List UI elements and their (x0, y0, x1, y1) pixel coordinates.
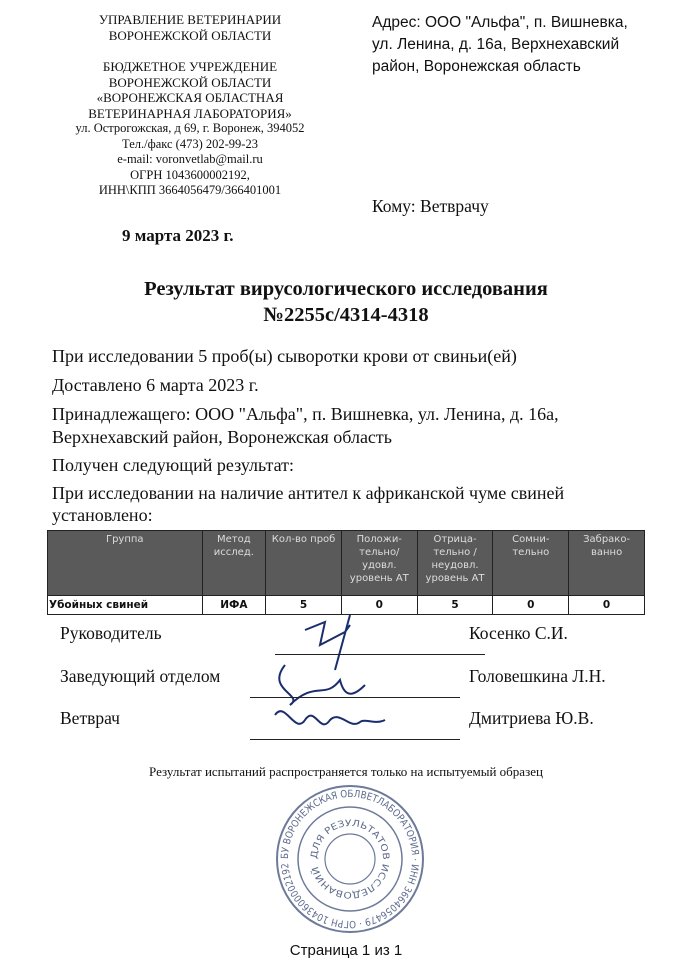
signature-1 (305, 615, 350, 670)
handwritten-signatures (245, 610, 475, 750)
body-line: установлено: (52, 505, 153, 525)
org-line: ВЕТЕРИНАРНАЯ ЛАБОРАТОРИЯ» (88, 105, 292, 121)
page-number: Страница 1 из 1 (289, 942, 403, 959)
body-line: Доставлено 6 марта 2023 г. (52, 375, 259, 395)
svg-text:БУ ВОРОНЕЖСКАЯ ОБЛВЕТЛАБОРАТОР (280, 789, 420, 929)
table-header-row (48, 531, 645, 596)
contact-line: ОГРН 1043600002192, (130, 167, 250, 182)
col-header: Положи-тельно/ удовл. уровень АТ (341, 531, 417, 596)
contact-line: ИНН\КПП 3664056479/366401001 (98, 183, 282, 197)
contact-line: e-mail: voronvetlab@mail.ru (117, 152, 263, 166)
cell-negative: 5 (417, 596, 493, 615)
stamp-seal (275, 784, 425, 934)
signature-role: Заведующий отделом (60, 666, 221, 686)
cell-positive: 0 (341, 596, 417, 615)
cell-count: 5 (266, 596, 342, 615)
signature-role: Руководитель (60, 623, 162, 643)
body-line: При исследовании на наличие антител к африканской чуме свиней (52, 483, 565, 503)
body-line: Принадлежащего: ООО "Альфа", п. Вишневка, ул. Ленина, д. 16а, (52, 404, 559, 424)
signature-name: Дмитриева Ю.В. (469, 708, 594, 728)
body-line: Верхнехавский район, Воронежская область (52, 427, 392, 447)
document-date: 9 марта 2023 г. (122, 226, 234, 245)
signature-3 (275, 711, 385, 724)
signature-line (275, 654, 485, 655)
signature-name: Головешкина Л.Н. (469, 666, 606, 686)
authority-line: УПРАВЛЕНИЕ ВЕТЕРИНАРИИ (98, 12, 282, 27)
validity-note: Результат испытаний распространяется только на испытуемый образец (149, 764, 543, 779)
results-table (47, 530, 645, 615)
signature-line (250, 697, 460, 698)
document-number: №2255с/4314-4318 (263, 304, 429, 326)
stamp-outer-text: БУ ВОРОНЕЖСКАЯ ОБЛВЕТЛАБОРАТОРИЯ · ИНН 3664056479 · ОГРН 1043600002192 (279, 788, 421, 930)
org-line: БЮДЖЕТНОЕ УЧРЕЖДЕНИЕ (102, 59, 278, 74)
cell-group: Убойных свиней (48, 596, 203, 615)
cell-method: ИФА (202, 596, 266, 615)
svg-text:ДЛЯ РЕЗУЛЬТАТОВ ИССЛЕДОВАНИЙ (309, 819, 390, 899)
address-line: ул. Ленина, д. 16а, Верхнехавский (372, 36, 620, 53)
address-line: Адрес: ООО "Альфа", п. Вишневка, (372, 14, 628, 31)
contact-line: Тел./факс (473) 202-99-23 (122, 136, 258, 151)
signature-name: Косенко С.И. (469, 623, 568, 643)
cell-doubtful: 0 (493, 596, 569, 615)
body-line: При исследовании 5 проб(ы) сыворотки крови от свиньи(ей) (52, 346, 517, 366)
signature-line (250, 739, 460, 740)
col-header: Отрица-тельно / неудовл. уровень АТ (417, 531, 493, 596)
col-header: Сомни-тельно (493, 531, 569, 596)
col-header: Забрако-ванно (569, 531, 645, 596)
org-line: «ВОРОНЕЖСКАЯ ОБЛАСТНАЯ (96, 90, 284, 105)
org-line: ВОРОНЕЖСКОЙ ОБЛАСТИ (108, 74, 272, 90)
title-line: Результат вирусологического исследования (144, 278, 548, 300)
stamp-inner-text: ДЛЯ РЕЗУЛЬТАТОВ ИССЛЕДОВАНИЙ (309, 818, 391, 900)
signature-2 (279, 665, 365, 705)
col-header: Кол-во проб (266, 531, 342, 596)
col-header: Группа (48, 531, 203, 596)
contact-line: ул. Острогожская, д 69, г. Воронеж, 394052 (75, 121, 305, 135)
body-line: Получен следующий результат: (52, 455, 295, 475)
organization-header (40, 12, 340, 199)
recipient-address (372, 12, 672, 78)
document-title (0, 276, 692, 328)
address-line: район, Воронежская область (372, 58, 581, 75)
col-header: Метод исслед. (202, 531, 266, 596)
recipient: Кому: Ветврачу (372, 196, 489, 216)
signature-role: Ветврач (60, 708, 120, 728)
authority-line: ВОРОНЕЖСКОЙ ОБЛАСТИ (108, 27, 272, 43)
cell-rejected: 0 (569, 596, 645, 615)
